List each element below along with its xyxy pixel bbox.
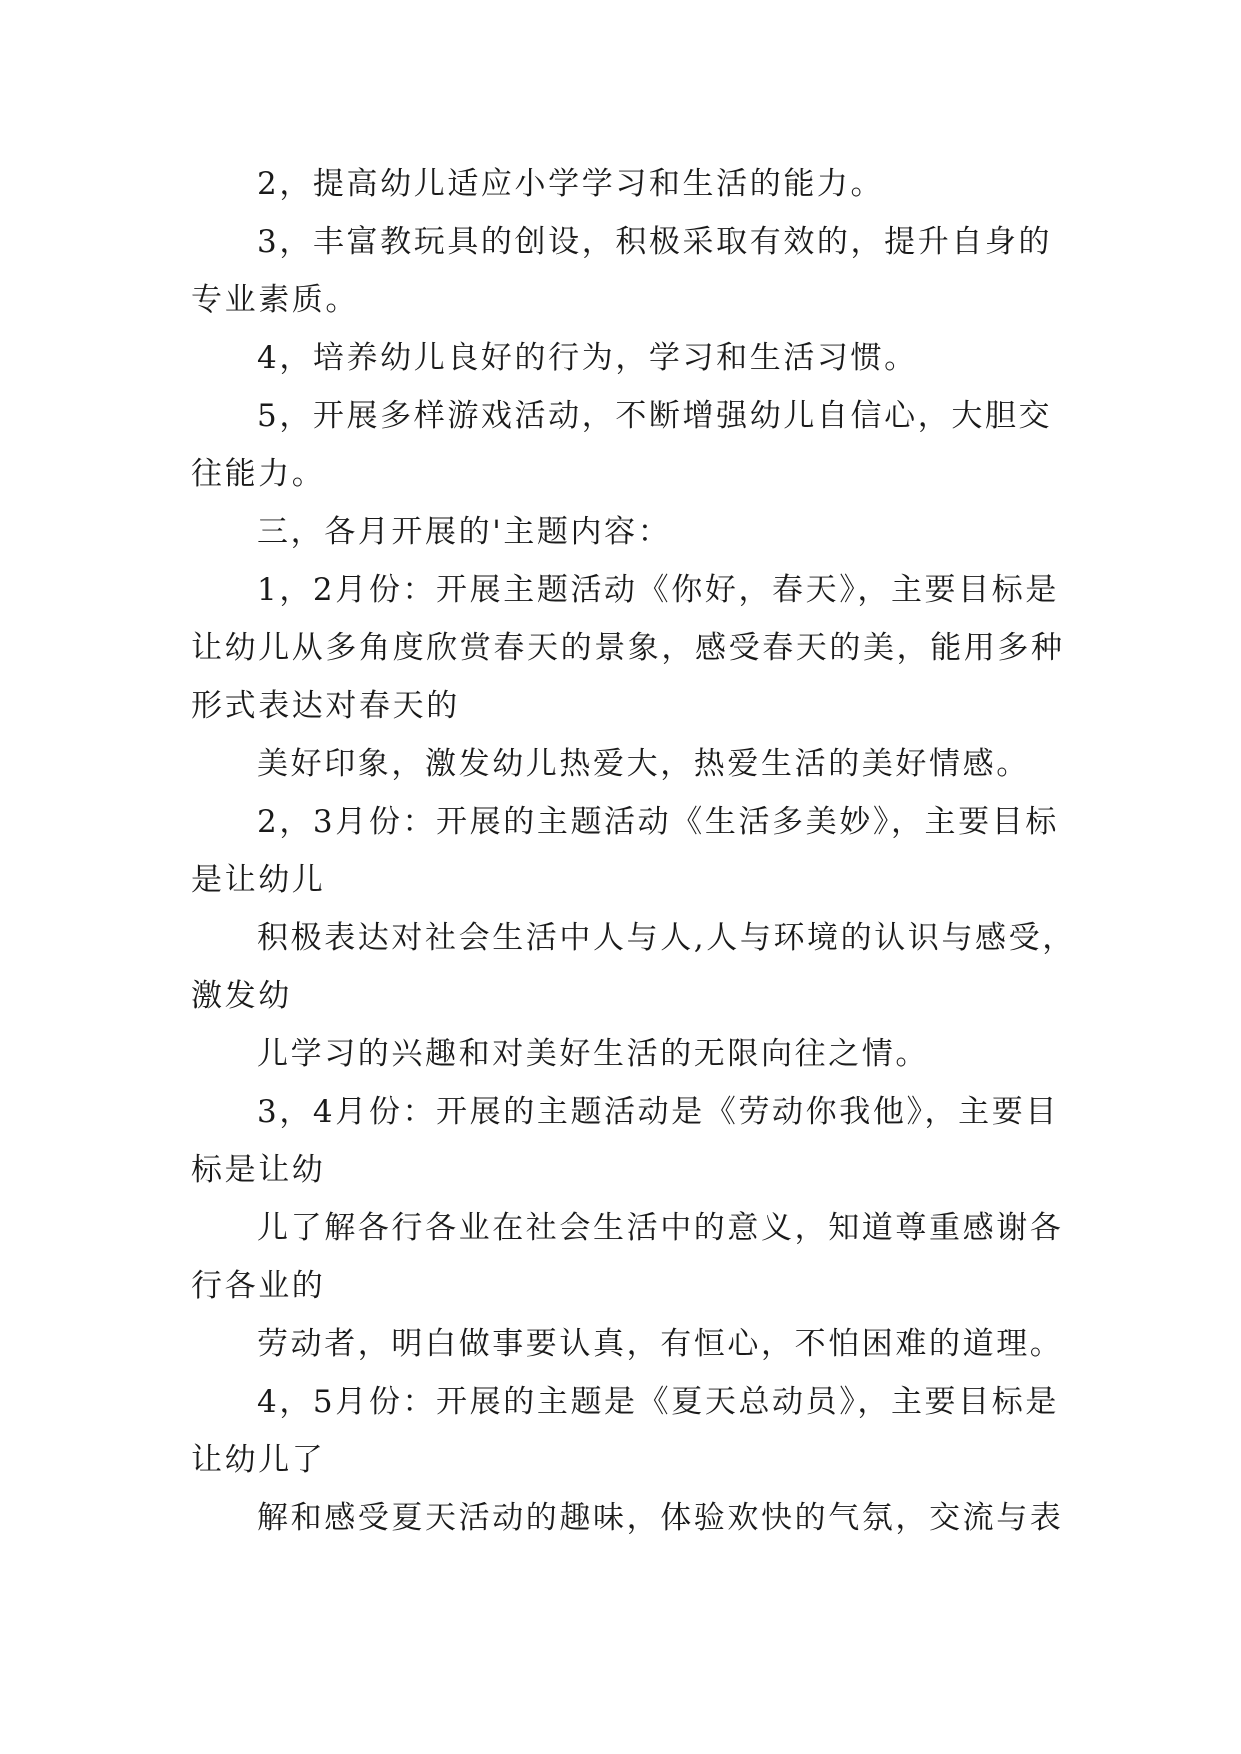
text-line: 解和感受夏天活动的趣味，体验欢快的气氛，交流与表: [257, 1500, 1064, 1536]
text-line: 4，5月份：开展的主题是《夏天总动员》，主要目标是: [257, 1384, 1059, 1420]
text-line: 劳动者，明白做事要认真，有恒心，不怕困难的道理。: [257, 1326, 1064, 1362]
text-line: 4，培养幼儿良好的行为，学习和生活习惯。: [257, 340, 918, 376]
text-line: 儿了解各行各业在社会生活中的意义，知道尊重感谢各: [257, 1210, 1064, 1246]
text-line: 是让幼儿: [191, 862, 326, 898]
text-line: 儿学习的兴趣和对美好生活的无限向往之情。: [257, 1036, 929, 1072]
text-line: 专业素质。: [191, 282, 359, 318]
text-line: 5，开展多样游戏活动，不断增强幼儿自信心，大胆交: [257, 398, 1053, 434]
text-line: 激发幼: [191, 978, 292, 1014]
text-line: 形式表达对春天的: [191, 688, 460, 724]
text-line: 积极表达对社会生活中人与人,人与环境的认识与感受，: [257, 920, 1076, 956]
text-line: 3，4月份：开展的主题活动是《劳动你我他》，主要目: [257, 1094, 1059, 1130]
text-line: 美好印象，激发幼儿热爱大，热爱生活的美好情感。: [257, 746, 1030, 782]
text-line: 让幼儿从多角度欣赏春天的景象，感受春天的美，能用多种: [191, 630, 1065, 666]
text-line: 行各业的: [191, 1268, 326, 1304]
text-line: 往能力。: [191, 456, 326, 492]
text-line: 让幼儿了: [191, 1442, 326, 1478]
text-line: 2，3月份：开展的主题活动《生活多美妙》，主要目标: [257, 804, 1059, 840]
section-heading: 三，各月开展的'主题内容：: [257, 514, 672, 550]
text-line: 1，2月份：开展主题活动《你好，春天》，主要目标是: [257, 572, 1059, 608]
text-line: 3，丰富教玩具的创设，积极采取有效的，提升自身的: [257, 224, 1053, 260]
text-line: 标是让幼: [191, 1152, 326, 1188]
text-line: 2，提高幼儿适应小学学习和生活的能力。: [257, 166, 885, 202]
